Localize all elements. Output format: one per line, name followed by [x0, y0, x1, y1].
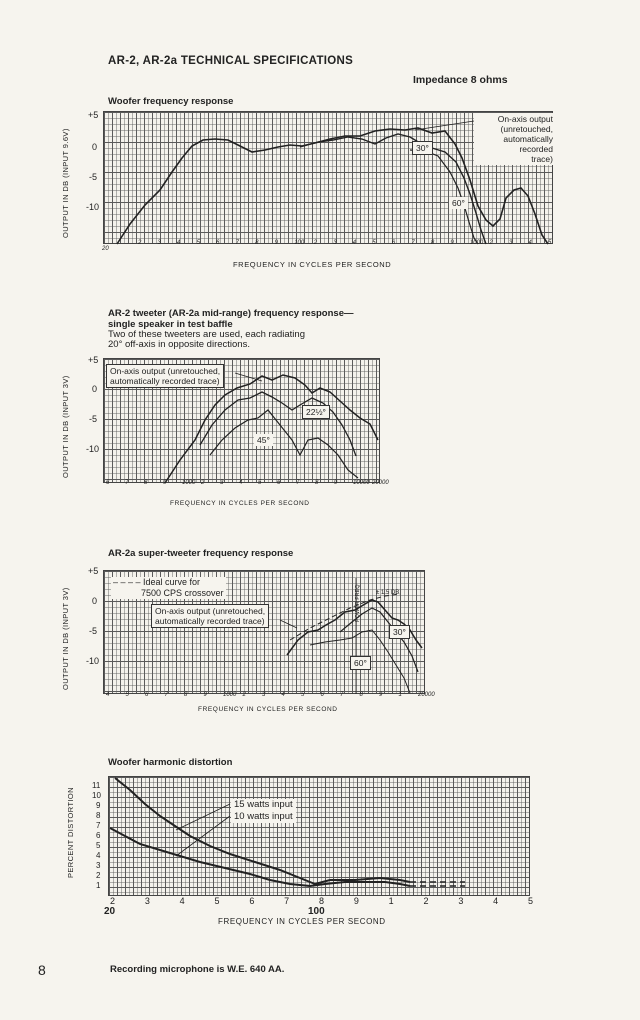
x-tick: 8: [184, 692, 188, 698]
x-tick: 9: [203, 692, 207, 698]
x-tick: 4: [493, 896, 499, 906]
x-tick: 4: [281, 692, 285, 698]
x-tick: 2: [242, 692, 246, 698]
x-tick: 3: [262, 692, 266, 698]
x-tick: 4: [352, 240, 357, 246]
y-tick: 2: [96, 871, 101, 880]
x-tick: 6: [145, 692, 149, 698]
x-tick: 7: [164, 692, 168, 698]
annotation-22: 22½°: [302, 405, 330, 419]
dashed-line-icon: – – – –: [113, 577, 144, 587]
x-tick: 6: [249, 896, 255, 906]
x-tick: 8: [315, 480, 319, 486]
annotation-line: On-axis output: [497, 114, 553, 124]
footer-note: Recording microphone is W.E. 640 AA.: [110, 964, 285, 975]
y-axis-label: OUTPUT IN DB (INPUT 3V): [61, 587, 70, 690]
x-tick: 5: [528, 896, 534, 906]
x-tick: 5: [548, 240, 552, 246]
x-tick: 5: [214, 896, 220, 906]
x-axis-label: FREQUENCY IN CYCLES PER SECOND: [170, 500, 310, 507]
chart-title: Woofer harmonic distortion: [108, 757, 233, 768]
x-tick: 7: [235, 240, 239, 246]
x-tick: 6: [106, 480, 110, 486]
annotation-line: (unretouched,: [500, 124, 553, 134]
y-tick: -5: [89, 414, 98, 424]
x-tick: 2: [138, 240, 142, 246]
annotation-line: automatically: [503, 134, 553, 144]
annotation-line: On-axis output (unretouched,: [110, 366, 221, 376]
annotation-30: 30°: [389, 625, 410, 639]
x-tick: 3: [220, 480, 224, 486]
y-tick: -5: [89, 172, 98, 182]
15-watts-trace: [115, 778, 410, 884]
x-tick: 7: [411, 240, 415, 246]
x-axis-label: FREQUENCY IN CYCLES PER SECOND: [198, 706, 338, 713]
annotation-line: trace): [531, 154, 553, 164]
x-axis-label: FREQUENCY IN CYCLES PER SECOND: [218, 917, 386, 926]
x-tick: 1000: [182, 480, 196, 486]
x-tick: 20000: [418, 692, 435, 698]
x-tick: 9: [163, 480, 167, 486]
x-tick: 2: [313, 240, 318, 246]
page-number: 8: [38, 962, 46, 978]
y-tick: 8: [96, 811, 101, 820]
x-tick: 3: [458, 896, 464, 906]
x-tick: 20: [102, 246, 109, 252]
x-tick: 5: [125, 692, 129, 698]
x-tick: 2: [423, 896, 429, 906]
y-tick: 9: [96, 801, 101, 810]
y-tick: 5: [96, 841, 101, 850]
x-tick: 2: [110, 896, 116, 906]
x-tick: 9: [353, 896, 359, 906]
annotation-line: automatically recorded trace): [155, 616, 265, 626]
x-tick: 1000: [469, 240, 484, 246]
x-tick: 4: [239, 480, 243, 486]
x-tick: 8: [359, 692, 363, 698]
x-tick: 6: [216, 240, 220, 246]
legend-10-watts: 10 watts input: [234, 811, 293, 822]
x-tick: 3: [144, 896, 150, 906]
x-tick: 7: [125, 480, 129, 486]
x-tick: 4: [177, 240, 181, 246]
y-tick: 3: [96, 861, 101, 870]
x-axis-label: FREQUENCY IN CYCLES PER SECOND: [233, 260, 392, 269]
y-axis-label: OUTPUT IN DB (INPUT 3V): [61, 375, 70, 478]
chart-title: Woofer frequency response: [108, 96, 234, 107]
x-tick: 9: [334, 480, 338, 486]
x-tick: 3: [333, 240, 337, 246]
y-tick: 0: [92, 142, 98, 152]
chart-note: Two of these tweeters are used, each radiating: [108, 329, 305, 340]
x-tick: 3: [508, 240, 513, 246]
chart-subtitle: single speaker in test baffle: [108, 319, 233, 330]
x-tick: 9: [379, 692, 383, 698]
legend-text: Ideal curve for: [143, 577, 201, 587]
chart-note: 20° off-axis in opposite directions.: [108, 339, 250, 350]
x-tick-sub: 100: [308, 906, 325, 917]
annotation-30: 30°: [412, 141, 433, 155]
x-tick: 5: [258, 480, 262, 486]
y-tick: -10: [86, 444, 100, 454]
y-tick: -10: [86, 202, 100, 212]
x-tick: 9: [274, 240, 278, 246]
y-tick: 0: [92, 384, 98, 394]
x-tick: 8: [430, 240, 435, 246]
y-tick: 4: [96, 851, 101, 860]
y-tick: 11: [92, 781, 101, 790]
y-tick: +5: [88, 566, 99, 576]
x-tick: 5: [196, 240, 200, 246]
annotation-line: recorded: [519, 144, 553, 154]
x-tick: 6: [277, 480, 281, 486]
callout-arrow-15: [176, 804, 230, 830]
x-tick: 4: [179, 896, 185, 906]
legend-15-watts: 15 watts input: [234, 799, 293, 810]
x-tick: 8: [144, 480, 148, 486]
y-tick: -10: [86, 656, 100, 666]
annotation-line: On-axis output (unretouched,: [155, 606, 266, 616]
x-tick: 7: [284, 896, 290, 906]
y-axis-label: PERCENT DISTORTION: [66, 787, 75, 878]
x-tick: 1000: [223, 692, 237, 698]
x-tick: 5: [301, 692, 305, 698]
x-tick: 3: [157, 240, 161, 246]
chart-title: AR-2 tweeter (AR-2a mid-range) frequency response—: [108, 308, 354, 319]
x-tick: 7: [340, 692, 344, 698]
y-tick: -5: [89, 626, 98, 636]
y-tick: +5: [88, 110, 99, 120]
x-tick: 1: [388, 896, 394, 906]
x-tick: 100: [294, 240, 305, 246]
x-tick: 6: [320, 692, 324, 698]
x-tick: 2: [489, 240, 493, 246]
impedance-label: Impedance 8 ohms: [413, 74, 508, 86]
y-tick: 1: [96, 881, 101, 890]
x-tick: 9: [450, 240, 454, 246]
x-tick: 10000: [353, 480, 370, 486]
x-tick: 4: [528, 240, 532, 246]
y-tick: +5: [88, 355, 99, 365]
x-tick: 4: [106, 692, 110, 698]
annotation-line: automatically recorded trace): [110, 376, 220, 386]
annotation-45: 45°: [254, 434, 273, 446]
x-tick-sub: 20: [104, 906, 116, 917]
x-tick: 2: [201, 480, 205, 486]
annotation-tolerance: ± 1.5 DB: [376, 590, 400, 596]
x-tick: 20000: [372, 480, 389, 486]
y-tick: 0: [92, 596, 98, 606]
y-tick: 7: [96, 821, 101, 830]
annotation-60: 60°: [350, 656, 371, 670]
10-watts-trace: [110, 828, 410, 886]
y-axis-label: OUTPUT IN DB (INPUT 9.6V): [61, 128, 70, 238]
x-tick: 5: [372, 240, 376, 246]
annotation-60: 60°: [449, 197, 468, 209]
chart-title: AR-2a super-tweeter frequency response: [108, 548, 294, 559]
x-tick: 8: [319, 896, 325, 906]
page-title: AR-2, AR-2a TECHNICAL SPECIFICATIONS: [108, 55, 354, 67]
x-tick: 6: [391, 240, 396, 246]
x-tick: 8: [255, 240, 259, 246]
y-tick: 6: [96, 831, 101, 840]
legend-text: 7500 CPS crossover: [141, 588, 224, 598]
y-tick: 10: [92, 791, 101, 800]
annotation-power-freq: POWER FREQ: [355, 584, 361, 622]
x-tick: 1: [398, 692, 402, 698]
x-tick: 7: [296, 480, 300, 486]
distortion-legend: [231, 799, 296, 823]
